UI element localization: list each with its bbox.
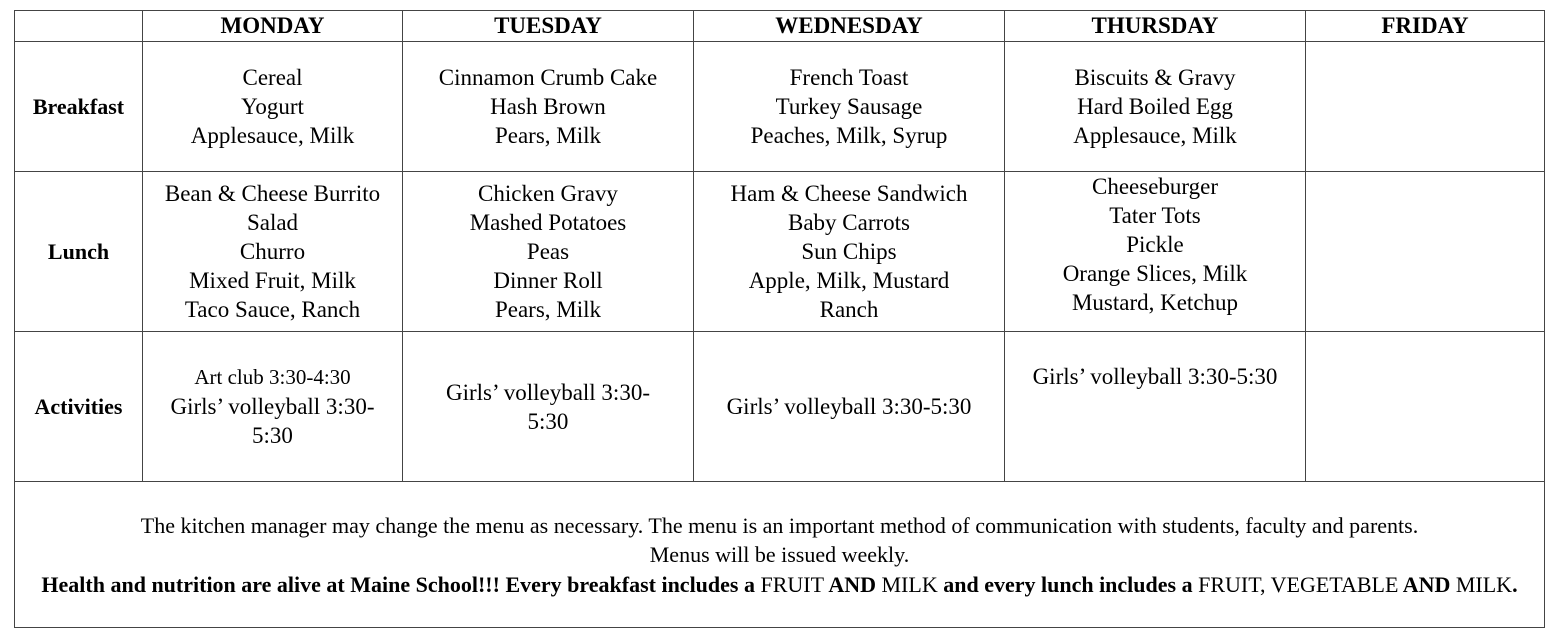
breakfast-thursday [1005,42,1306,172]
menu-item-line: Pears, Milk [494,297,602,322]
health-fruit-1: FRUIT [760,571,825,597]
day-header-friday: FRIDAY [1306,11,1545,42]
menu-item-line: Art club 3:30-4:30 [194,365,351,389]
menu-item-line: Mashed Potatoes [469,210,627,235]
menu-item-line: Ham & Cheese Sandwich [730,181,968,206]
corner-cell [15,11,143,42]
menu-item-line: Cinnamon Crumb Cake [438,65,658,90]
activities-wednesday [694,332,1005,482]
menu-item-line: Biscuits & Gravy [1074,65,1236,90]
menu-item-line: Chicken Gravy [478,181,618,206]
menu-item-line: Girls’ volleyball 3:30-5:30 [726,394,972,419]
menu-item-line: Dinner Roll [493,268,603,293]
menu-item-line: Girls’ volleyball 3:30- [170,394,375,419]
health-statement [15,570,1544,599]
activities-row [15,332,1545,482]
menu-item-line: Baby Carrots [787,210,910,235]
menu-item-line: Churro [239,239,306,264]
menu-change-note: The kitchen manager may change the menu as necessary. The menu is an important method of communication with students, faculty and parents. [140,512,1419,538]
menu-item-line: Peas [526,239,570,264]
health-fruit-vegetable: FRUIT, VEGETABLE [1198,571,1399,597]
row-label-breakfast: Breakfast [15,42,143,172]
menu-item-line: Pickle [1126,232,1184,257]
breakfast-monday [143,42,403,172]
health-milk-1: MILK [881,571,938,597]
menu-item-line: French Toast [789,65,909,90]
lunch-row [15,172,1545,332]
menu-item-line: Hard Boiled Egg [1077,94,1233,119]
menu-item-line: Mixed Fruit, Milk [189,268,356,293]
health-period: . [1512,571,1518,597]
menu-item-line: Sun Chips [801,239,897,264]
row-label-activities: Activities [15,332,143,482]
menu-item-line: Taco Sauce, Ranch [184,297,361,322]
menu-item-line: Salad [246,210,299,235]
menu-item-line: Applesauce, Milk [190,123,355,148]
day-header-tuesday: TUESDAY [403,11,694,42]
activities-tuesday [403,332,694,482]
footer-row [15,482,1545,628]
lunch-wednesday [694,172,1005,332]
day-header-monday: MONDAY [143,11,403,42]
lunch-tuesday [403,172,694,332]
health-and-1: AND [824,571,882,597]
lunch-thursday [1005,172,1306,332]
menu-item-line: Hash Brown [490,94,606,119]
footer-notes [15,482,1545,628]
menu-item-line: Girls’ volleyball 3:30- [446,379,650,405]
health-text-1: Health and nutrition are alive at Maine School!!! Every breakfast includes a [41,571,761,597]
header-row [15,11,1545,42]
menu-item-line: Pears, Milk [494,123,602,148]
menu-item-line: Tater Tots [1109,203,1201,228]
row-label-lunch: Lunch [15,172,143,332]
health-text-2: and every lunch includes a [937,571,1199,597]
menu-item-line: Girls’ volleyball 3:30-5:30 [1032,364,1278,389]
activities-friday [1306,332,1545,482]
menu-item-line: Mustard, Ketchup [1071,290,1239,315]
breakfast-tuesday [403,42,694,172]
menu-item-line: 5:30 [252,423,293,448]
day-header-thursday: THURSDAY [1005,11,1306,42]
menu-item-line: Peaches, Milk, Syrup [750,123,948,148]
breakfast-friday [1306,42,1545,172]
menu-item-line: 5:30 [527,408,569,434]
lunch-friday [1306,172,1545,332]
health-milk-2: MILK [1455,571,1513,597]
menu-item-line: Applesauce, Milk [1073,123,1237,148]
menu-item-line: Cereal [242,65,303,90]
breakfast-row [15,42,1545,172]
activities-thursday [1005,332,1306,482]
menu-item-line: Yogurt [241,94,304,119]
menu-item-line: Bean & Cheese Burrito [164,181,381,206]
menu-item-line: Cheeseburger [1091,174,1219,199]
menu-item-line: Turkey Sausage [775,94,923,119]
day-header-wednesday: WEDNESDAY [694,11,1005,42]
menu-item-line: Apple, Milk, Mustard [748,268,950,293]
activities-monday [143,332,403,482]
menu-issue-note: Menus will be issued weekly. [649,541,910,567]
weekly-menu-table [14,10,1545,628]
menu-item-line: Orange Slices, Milk [1062,261,1248,286]
menu-item-line: Ranch [819,297,879,322]
breakfast-wednesday [694,42,1005,172]
lunch-monday [143,172,403,332]
health-and-2: AND [1398,571,1456,597]
